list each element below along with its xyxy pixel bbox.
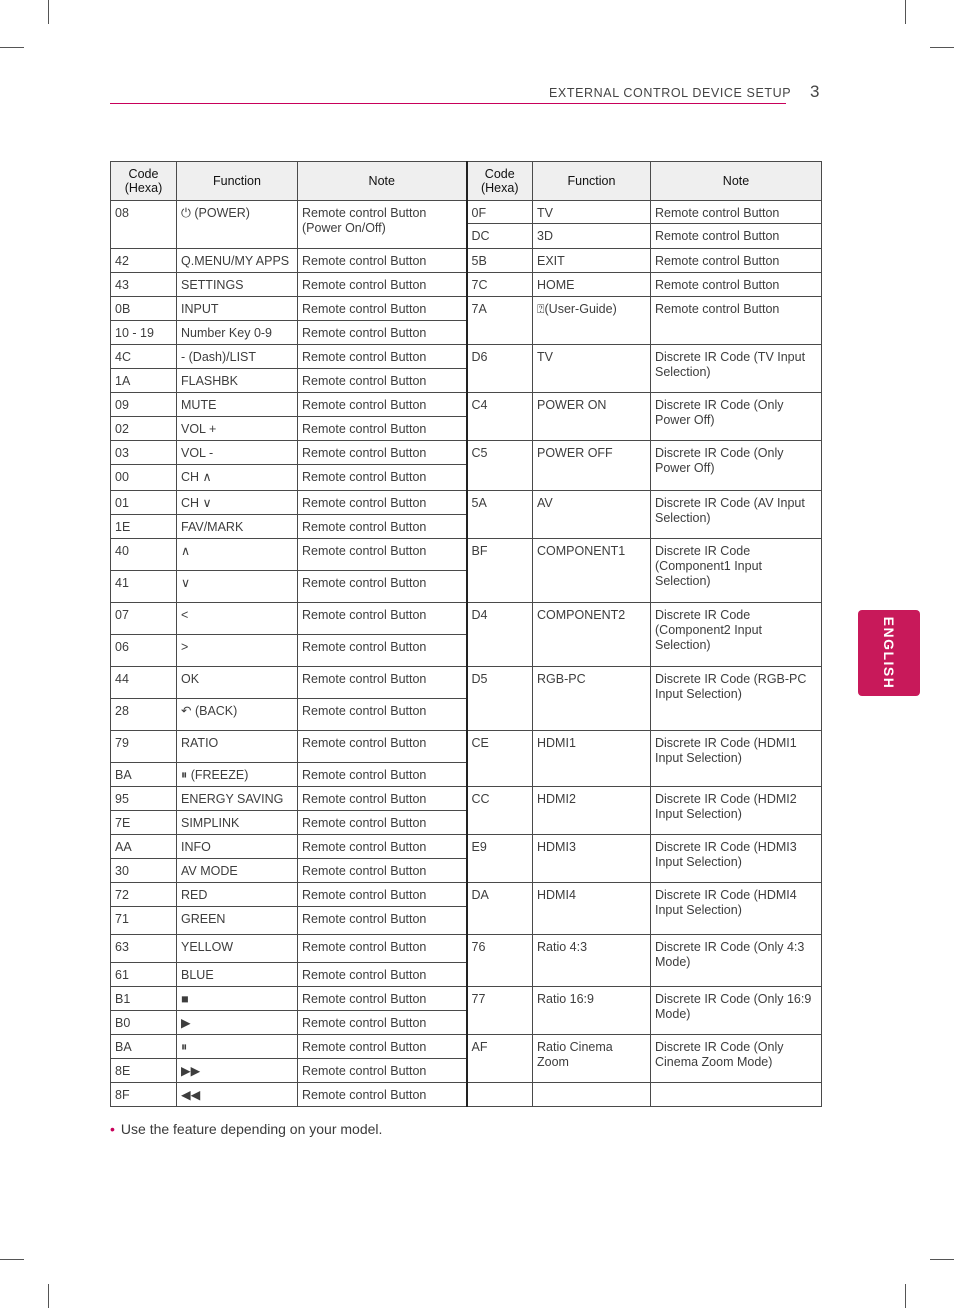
cell-right-function: ⍰(User-Guide): [533, 297, 651, 345]
cell-code: 07: [111, 603, 177, 635]
cell-right-code-stack: [467, 201, 533, 249]
cell-right-note: Discrete IR Code (HDMI2 Input Selection): [651, 787, 822, 835]
footnote-text: Use the feature depending on your model.: [120, 1121, 383, 1137]
cell-note: Remote control Button: [298, 393, 467, 417]
cell-function: RATIO: [177, 731, 298, 763]
table-row: [111, 731, 822, 763]
cell-function: AV MODE: [177, 859, 298, 883]
cell-note: Remote control Button: [298, 667, 467, 699]
cell-code: AA: [111, 835, 177, 859]
table-row: [111, 667, 822, 699]
cell-right-function: HOME: [533, 273, 651, 297]
cell-note: Remote control Button: [298, 635, 467, 667]
cell-right-code: BF: [467, 539, 533, 603]
cell-right-note: Remote control Button: [651, 249, 822, 273]
cell-note: Remote control Button: [298, 465, 467, 491]
cell-note: Remote control Button: [298, 787, 467, 811]
cell-right-note-stack: [651, 201, 822, 249]
cell-code: 72: [111, 883, 177, 907]
cell-function: YELLOW: [177, 935, 298, 963]
cell-code: 63: [111, 935, 177, 963]
cell-right-note: Discrete IR Code (Only Cinema Zoom Mode): [651, 1035, 822, 1083]
cell-function: Q.MENU/MY APPS: [177, 249, 298, 273]
cell-function: VOL -: [177, 441, 298, 465]
cell-right-code: DA: [467, 883, 533, 935]
table-row: [111, 249, 822, 273]
cell-code: 00: [111, 465, 177, 491]
footnote: [110, 1121, 382, 1137]
cell-note: Remote control Button: [298, 515, 467, 539]
cell-function: CH ∧: [177, 465, 298, 491]
cell-code: 71: [111, 907, 177, 935]
cell-right-code: D6: [467, 345, 533, 393]
cell-right-note: Remote control Button: [651, 201, 821, 224]
cell-right-function: [533, 1083, 651, 1107]
cell-function: FAV/MARK: [177, 515, 298, 539]
cell-note: Remote control Button: [298, 1035, 467, 1059]
cell-function: ■: [177, 987, 298, 1011]
cell-note: Remote control Button: [298, 539, 467, 571]
cell-right-code: D4: [467, 603, 533, 667]
table-row: [111, 787, 822, 811]
table-row: [111, 603, 822, 635]
cell-right-code: E9: [467, 835, 533, 883]
crop-mark: [930, 1259, 954, 1260]
table-row: [111, 1083, 822, 1107]
table-row: [111, 345, 822, 369]
cell-note: Remote control Button: [298, 491, 467, 515]
cell-function: ⏸ (FREEZE): [177, 763, 298, 787]
cell-code: 8F: [111, 1083, 177, 1107]
cell-note: Remote control Button: [298, 835, 467, 859]
cell-function: CH ∨: [177, 491, 298, 515]
cell-right-function-stack: [533, 201, 651, 249]
cell-function: ∧: [177, 539, 298, 571]
cell-code: 01: [111, 491, 177, 515]
header-rule: [110, 103, 786, 104]
table-header-row: [111, 162, 822, 201]
cell-note: Remote control Button (Power On/Off): [298, 201, 467, 249]
cell-right-function: AV: [533, 491, 651, 539]
cell-right-note: Discrete IR Code (HDMI1 Input Selection): [651, 731, 822, 787]
cell-code: 08: [111, 201, 177, 249]
column-header: Note: [651, 162, 822, 201]
cell-right-function: TV: [533, 345, 651, 393]
cell-code: BA: [111, 1035, 177, 1059]
cell-right-note: Discrete IR Code (Component1 Input Selection): [651, 539, 822, 603]
cell-right-function: COMPONENT2: [533, 603, 651, 667]
cell-function: SIMPLINK: [177, 811, 298, 835]
cell-right-code: 5B: [467, 249, 533, 273]
crop-mark: [0, 47, 24, 48]
cell-function: INPUT: [177, 297, 298, 321]
cell-note: Remote control Button: [298, 273, 467, 297]
cell-note: Remote control Button: [298, 297, 467, 321]
crop-mark: [48, 0, 49, 24]
cell-right-function: HDMI2: [533, 787, 651, 835]
table-row: [111, 393, 822, 417]
cell-right-function: Ratio 4:3: [533, 935, 651, 987]
crop-mark: [0, 1259, 24, 1260]
cell-right-code: 5A: [467, 491, 533, 539]
cell-note: Remote control Button: [298, 571, 467, 603]
cell-right-code: D5: [467, 667, 533, 731]
cell-right-function: HDMI4: [533, 883, 651, 935]
cell-note: Remote control Button: [298, 321, 467, 345]
column-header: Code (Hexa): [467, 162, 533, 201]
cell-code: 28: [111, 699, 177, 731]
cell-note: Remote control Button: [298, 249, 467, 273]
cell-right-function: POWER OFF: [533, 441, 651, 491]
cell-code: 8E: [111, 1059, 177, 1083]
cell-right-note: Discrete IR Code (Only 4:3 Mode): [651, 935, 822, 987]
cell-function: RED: [177, 883, 298, 907]
cell-right-note: Discrete IR Code (RGB-PC Input Selection): [651, 667, 822, 731]
cell-right-code: CE: [467, 731, 533, 787]
cell-function: - (Dash)/LIST: [177, 345, 298, 369]
table-row: [111, 441, 822, 465]
table-row: [111, 491, 822, 515]
cell-right-note: Discrete IR Code (Only Power Off): [651, 441, 822, 491]
cell-code: 02: [111, 417, 177, 441]
cell-note: Remote control Button: [298, 1011, 467, 1035]
table-row: [111, 835, 822, 859]
page-number: 3: [810, 82, 820, 101]
table-row: [111, 987, 822, 1011]
table-body: [111, 201, 822, 1107]
cell-function: ∨: [177, 571, 298, 603]
cell-right-function: Ratio 16:9: [533, 987, 651, 1035]
cell-right-note: Discrete IR Code (AV Input Selection): [651, 491, 822, 539]
column-header: Function: [533, 162, 651, 201]
cell-function: ◀◀: [177, 1083, 298, 1107]
cell-right-code: 7A: [467, 297, 533, 345]
cell-right-code: CC: [467, 787, 533, 835]
cell-right-note: Discrete IR Code (Component2 Input Selection): [651, 603, 822, 667]
cell-right-note: Discrete IR Code (HDMI3 Input Selection): [651, 835, 822, 883]
cell-right-note: [651, 1083, 822, 1107]
cell-note: Remote control Button: [298, 603, 467, 635]
cell-note: Remote control Button: [298, 907, 467, 935]
cell-function: ↶ (BACK): [177, 699, 298, 731]
column-header: Function: [177, 162, 298, 201]
cell-function: ▶: [177, 1011, 298, 1035]
cell-code: 30: [111, 859, 177, 883]
ir-code-table: [110, 161, 822, 1107]
cell-code: BA: [111, 763, 177, 787]
cell-code: 4C: [111, 345, 177, 369]
cell-code: 0B: [111, 297, 177, 321]
table-row: [111, 883, 822, 907]
cell-function: BLUE: [177, 963, 298, 987]
cell-function: OK: [177, 667, 298, 699]
table-row: [111, 201, 822, 249]
cell-code: 1E: [111, 515, 177, 539]
cell-code: 10 - 19: [111, 321, 177, 345]
cell-note: Remote control Button: [298, 883, 467, 907]
cell-function: SETTINGS: [177, 273, 298, 297]
cell-right-code: DC: [471, 229, 490, 243]
cell-note: Remote control Button: [298, 345, 467, 369]
table-row: [111, 273, 822, 297]
cell-code: 44: [111, 667, 177, 699]
cell-right-note: Discrete IR Code (Only 16:9 Mode): [651, 987, 822, 1035]
column-header: Note: [298, 162, 467, 201]
cell-right-function: HDMI1: [533, 731, 651, 787]
language-tab: [858, 610, 920, 696]
cell-code: 42: [111, 249, 177, 273]
cell-code: 61: [111, 963, 177, 987]
cell-note: Remote control Button: [298, 763, 467, 787]
crop-mark: [905, 1284, 906, 1308]
table-row: [111, 935, 822, 963]
cell-code: 1A: [111, 369, 177, 393]
cell-function: MUTE: [177, 393, 298, 417]
cell-note: Remote control Button: [298, 1083, 467, 1107]
cell-right-function: EXIT: [533, 249, 651, 273]
cell-function: >: [177, 635, 298, 667]
cell-note: Remote control Button: [298, 987, 467, 1011]
cell-right-note: Discrete IR Code (TV Input Selection): [651, 345, 822, 393]
cell-code: 09: [111, 393, 177, 417]
cell-right-function: Ratio Cinema Zoom: [533, 1035, 651, 1083]
cell-right-code: C5: [467, 441, 533, 491]
cell-right-note: Remote control Button: [655, 229, 780, 243]
cell-note: Remote control Button: [298, 935, 467, 963]
cell-right-note: Discrete IR Code (HDMI4 Input Selection): [651, 883, 822, 935]
cell-note: Remote control Button: [298, 417, 467, 441]
cell-right-note: Remote control Button: [651, 297, 822, 345]
cell-right-code: 7C: [467, 273, 533, 297]
cell-note: Remote control Button: [298, 441, 467, 465]
cell-code: B1: [111, 987, 177, 1011]
cell-note: Remote control Button: [298, 699, 467, 731]
cell-code: 95: [111, 787, 177, 811]
language-tab-label: ENGLISH: [881, 616, 897, 690]
cell-note: Remote control Button: [298, 963, 467, 987]
cell-function: Number Key 0-9: [177, 321, 298, 345]
cell-right-function: HDMI3: [533, 835, 651, 883]
cell-code: 7E: [111, 811, 177, 835]
cell-code: 06: [111, 635, 177, 667]
cell-right-function: 3D: [537, 229, 553, 243]
cell-function: ENERGY SAVING: [177, 787, 298, 811]
table-row: [111, 297, 822, 321]
cell-right-code: [467, 1083, 533, 1107]
cell-right-note: Discrete IR Code (Only Power Off): [651, 393, 822, 441]
cell-right-code: 76: [467, 935, 533, 987]
cell-note: Remote control Button: [298, 731, 467, 763]
cell-code: 03: [111, 441, 177, 465]
cell-code: 79: [111, 731, 177, 763]
cell-right-code: 0F: [468, 201, 533, 224]
table-row: [111, 1035, 822, 1059]
cell-code: 43: [111, 273, 177, 297]
cell-function: GREEN: [177, 907, 298, 935]
cell-function: ⏸: [177, 1035, 298, 1059]
cell-right-note: Remote control Button: [651, 273, 822, 297]
cell-right-function: RGB-PC: [533, 667, 651, 731]
cell-note: Remote control Button: [298, 859, 467, 883]
cell-note: Remote control Button: [298, 1059, 467, 1083]
cell-function: ⏻ (POWER): [177, 201, 298, 249]
cell-function: <: [177, 603, 298, 635]
cell-function: ▶▶: [177, 1059, 298, 1083]
cell-right-code: C4: [467, 393, 533, 441]
cell-code: 41: [111, 571, 177, 603]
cell-right-function: TV: [533, 201, 650, 224]
crop-mark: [905, 0, 906, 24]
cell-right-code: AF: [467, 1035, 533, 1083]
section-title: EXTERNAL CONTROL DEVICE SETUP: [549, 86, 792, 100]
bullet-icon: •: [110, 1121, 115, 1137]
cell-right-code: 77: [467, 987, 533, 1035]
cell-note: Remote control Button: [298, 369, 467, 393]
cell-function: FLASHBK: [177, 369, 298, 393]
cell-function: VOL +: [177, 417, 298, 441]
cell-code: 40: [111, 539, 177, 571]
cell-note: Remote control Button: [298, 811, 467, 835]
cell-code: B0: [111, 1011, 177, 1035]
cell-function: INFO: [177, 835, 298, 859]
table-row: [111, 539, 822, 571]
column-header: Code (Hexa): [111, 162, 177, 201]
cell-right-function: POWER ON: [533, 393, 651, 441]
cell-right-function: COMPONENT1: [533, 539, 651, 603]
crop-mark: [930, 47, 954, 48]
crop-mark: [48, 1284, 49, 1308]
